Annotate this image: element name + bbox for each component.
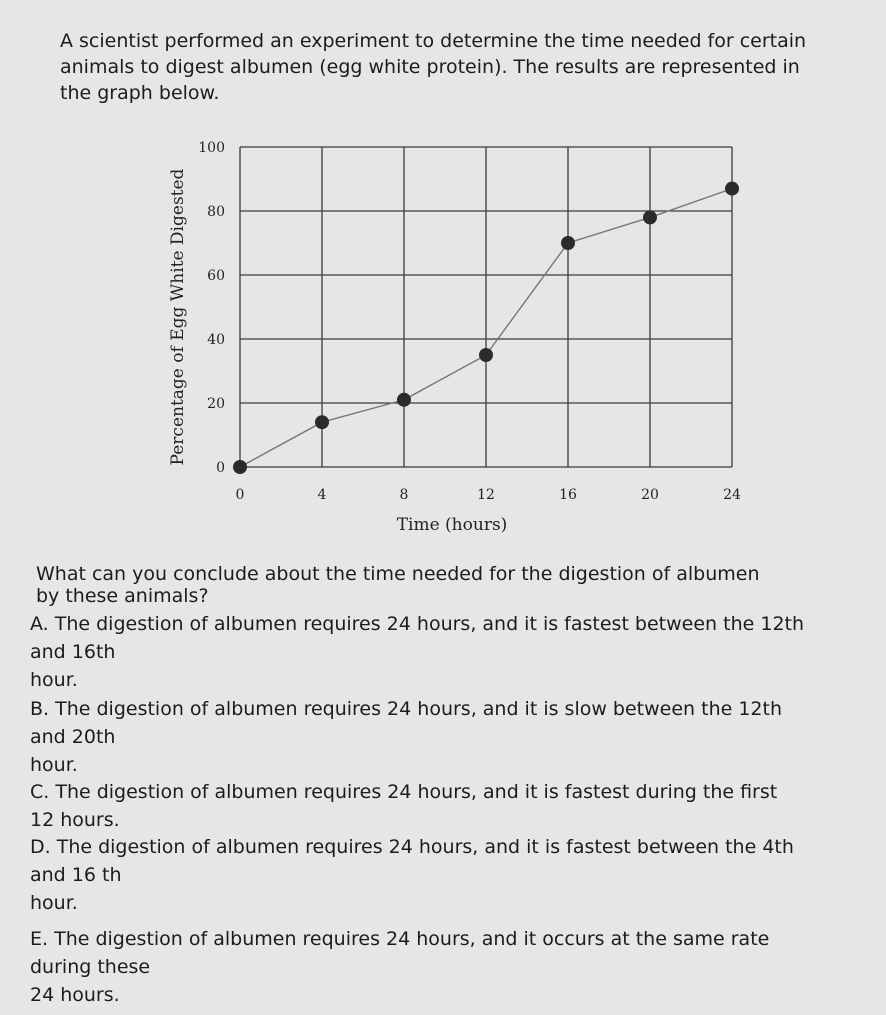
data-point xyxy=(643,210,657,224)
question-line: What can you conclude about the time needed for the digestion of albumen xyxy=(36,563,760,585)
x-tick-label: 0 xyxy=(235,487,245,503)
data-point xyxy=(479,348,493,362)
chart-ticks xyxy=(198,140,741,503)
x-tick-label: 4 xyxy=(317,487,327,503)
option-d-line: D. The digestion of albumen requires 24 hours, and it is fastest between the 4th xyxy=(30,836,794,858)
option-b-line: hour. xyxy=(30,754,78,776)
option-d-line: and 16 th xyxy=(30,864,122,886)
intro-line: A scientist performed an experiment to determine the time needed for certain xyxy=(60,30,807,52)
y-tick-label: 0 xyxy=(216,460,225,476)
data-point xyxy=(561,236,575,250)
x-tick-label: 12 xyxy=(477,487,495,503)
option-c-line: 12 hours. xyxy=(30,809,120,831)
option-b-line: B. The digestion of albumen requires 24 hours, and it is slow between the 12th xyxy=(30,698,783,720)
intro-line: animals to digest albumen (egg white protein). The results are represented in xyxy=(60,56,800,78)
x-axis-label: Time (hours) xyxy=(396,515,508,535)
option-e-line: during these xyxy=(30,956,151,978)
x-tick-label: 16 xyxy=(559,487,577,503)
option-e-line: 24 hours. xyxy=(30,984,120,1006)
x-tick-label: 8 xyxy=(399,487,409,503)
digestion-chart xyxy=(150,132,770,542)
option-d[interactable] xyxy=(30,833,870,917)
option-a-line: and 16th xyxy=(30,641,116,663)
y-axis-label: Percentage of Egg White Digested xyxy=(168,168,188,466)
y-tick-label: 20 xyxy=(207,396,225,412)
option-a[interactable] xyxy=(30,610,870,694)
chart-grid xyxy=(240,147,732,467)
y-tick-label: 100 xyxy=(198,140,225,156)
intro-paragraph xyxy=(60,28,870,106)
option-a-line: A. The digestion of albumen requires 24 hours, and it is fastest between the 12th xyxy=(30,613,805,635)
data-point xyxy=(233,460,247,474)
y-tick-label: 40 xyxy=(207,332,225,348)
option-e[interactable] xyxy=(30,925,870,1009)
data-point xyxy=(397,393,411,407)
option-b-line: and 20th xyxy=(30,726,116,748)
option-e-line: E. The digestion of albumen requires 24 hours, and it occurs at the same rate xyxy=(30,928,770,950)
option-c-line: C. The digestion of albumen requires 24 hours, and it is fastest during the first xyxy=(30,781,778,803)
option-a-line: hour. xyxy=(30,669,78,691)
y-tick-label: 60 xyxy=(207,268,225,284)
option-b[interactable] xyxy=(30,695,870,779)
data-point xyxy=(725,182,739,196)
option-c[interactable] xyxy=(30,778,870,834)
question-text xyxy=(36,563,856,607)
data-point xyxy=(315,415,329,429)
option-d-line: hour. xyxy=(30,892,78,914)
x-tick-label: 24 xyxy=(723,487,741,503)
chart-svg xyxy=(150,132,770,542)
x-tick-label: 20 xyxy=(641,487,659,503)
y-tick-label: 80 xyxy=(207,204,225,220)
question-line: by these animals? xyxy=(36,585,209,607)
intro-line: the graph below. xyxy=(60,82,220,104)
